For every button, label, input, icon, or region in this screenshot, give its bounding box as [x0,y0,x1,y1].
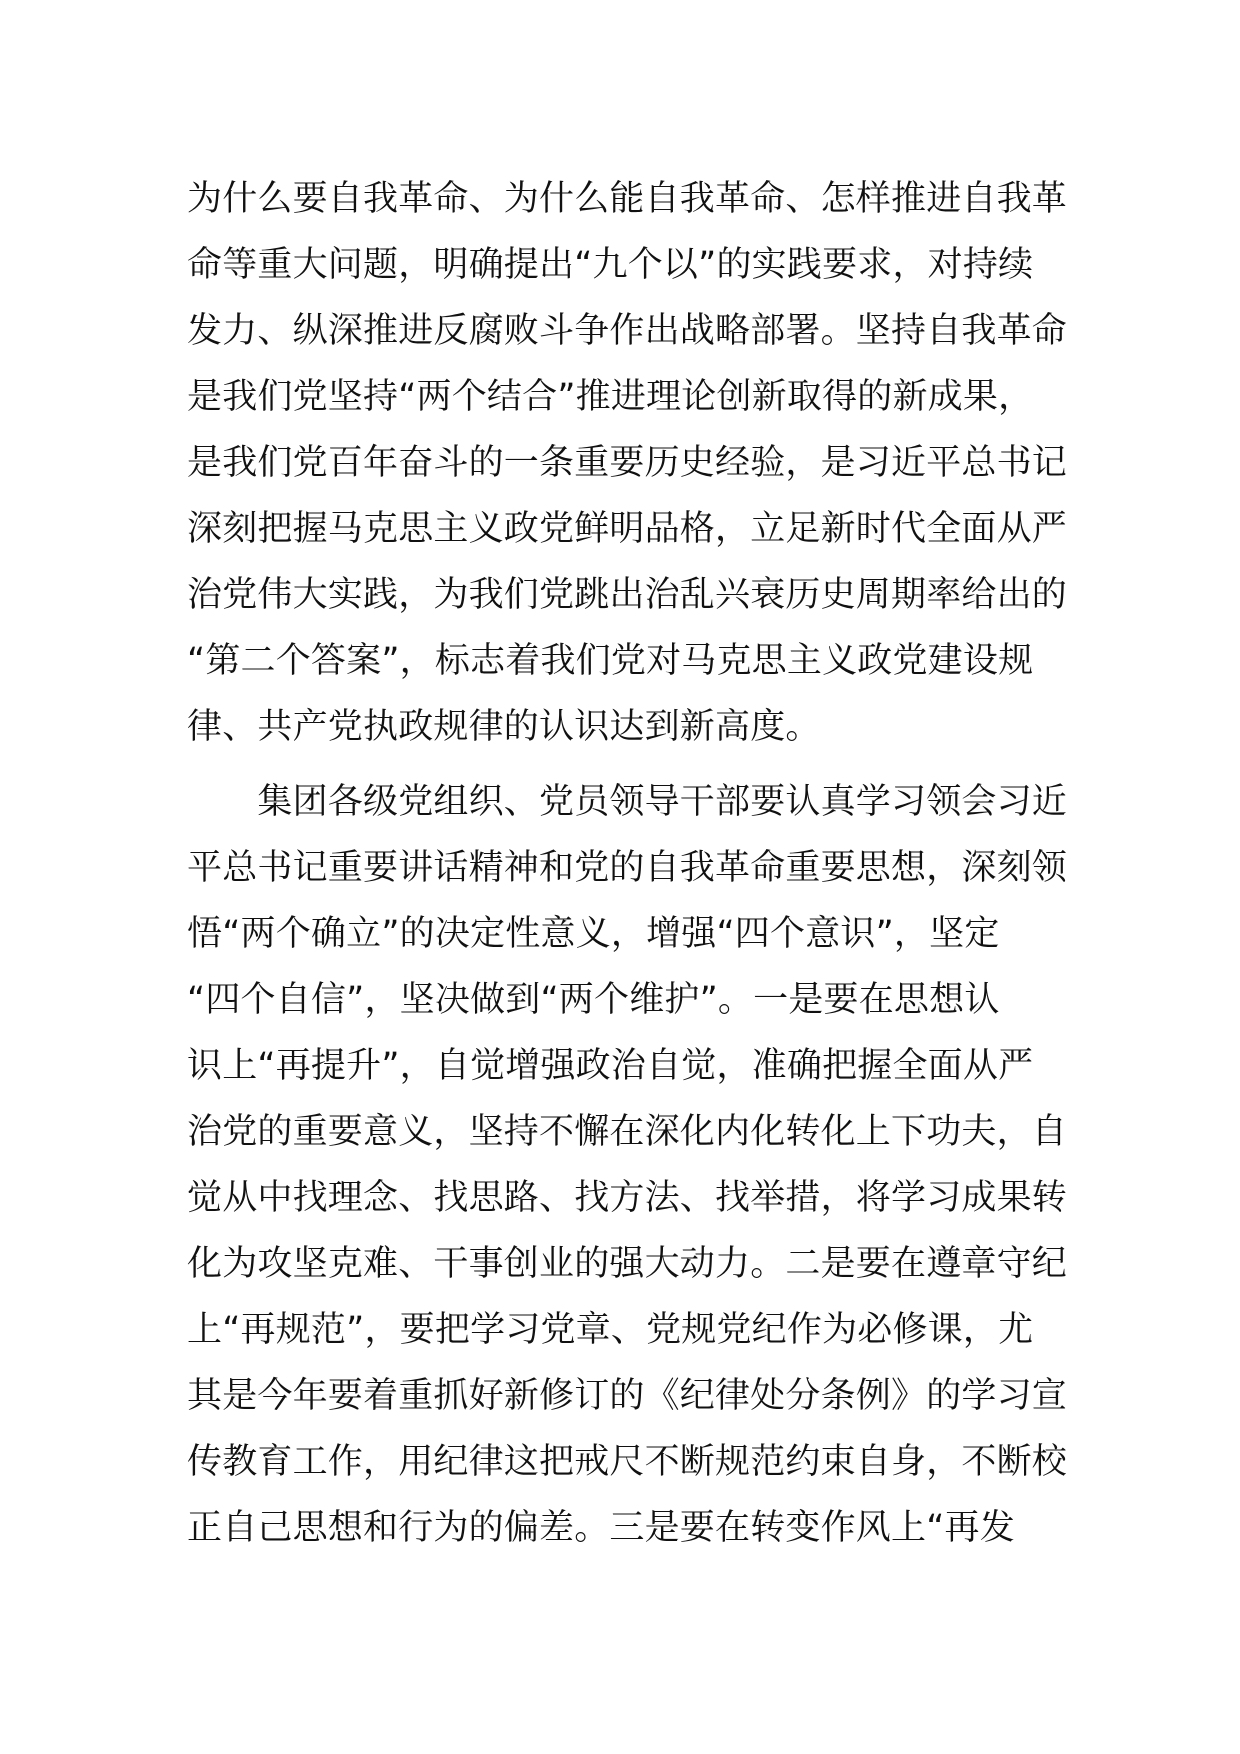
text-line: 正自己思想和行为的偏差。三是要在转变作风上“再发 [187,1508,1015,1548]
text-line: 传教育工作，用纪律这把戒尺不断规范约束自身，不断校 [187,1442,1068,1482]
text-line: 深刻把握马克思主义政党鲜明品格，立足新时代全面从严 [187,509,1068,549]
text-line: 治党的重要意义，坚持不懈在深化内化转化上下功夫，自 [187,1112,1068,1152]
text-line: 觉从中找理念、找思路、找方法、找举措，将学习成果转 [187,1178,1068,1218]
text-line: 悟“两个确立”的决定性意义，增强“四个意识”，坚定 [187,914,1000,954]
text-line: 命等重大问题，明确提出“九个以”的实践要求，对持续 [187,245,1034,285]
text-line: “四个自信”，坚决做到“两个维护”。一是要在思想认 [187,980,1000,1020]
paragraph-spacer [187,760,1027,769]
text-line: 其是今年要着重抓好新修订的《纪律处分条例》的学习宣 [187,1376,1068,1416]
text-line: 集团各级党组织、党员领导干部要认真学习领会习近 [187,782,1068,822]
text-line: 是我们党百年奋斗的一条重要历史经验，是习近平总书记 [187,443,1068,483]
text-line: 上“再规范”，要把学习党章、党规党纪作为必修课，尤 [187,1310,1034,1350]
text-line: “第二个答案”，标志着我们党对马克思主义政党建设规 [187,641,1034,681]
text-line: 治党伟大实践，为我们党跳出治乱兴衰历史周期率给出的 [187,575,1068,615]
paragraph-2 [187,769,1068,1561]
text-line: 律、共产党执政规律的认识达到新高度。 [187,707,821,747]
text-line: 识上“再提升”，自觉增强政治自觉，准确把握全面从严 [187,1046,1034,1086]
text-line: 为什么要自我革命、为什么能自我革命、怎样推进自我革 [187,179,1068,219]
text-line: 化为攻坚克难、干事创业的强大动力。二是要在遵章守纪 [187,1244,1068,1284]
paragraph-1 [187,166,1068,760]
text-line: 是我们党坚持“两个结合”推进理论创新取得的新成果， [187,377,1034,417]
text-line: 平总书记重要讲话精神和党的自我革命重要思想，深刻领 [187,848,1068,888]
text-line: 发力、纵深推进反腐败斗争作出战略部署。坚持自我革命 [187,311,1068,351]
document-body [187,166,1068,1561]
